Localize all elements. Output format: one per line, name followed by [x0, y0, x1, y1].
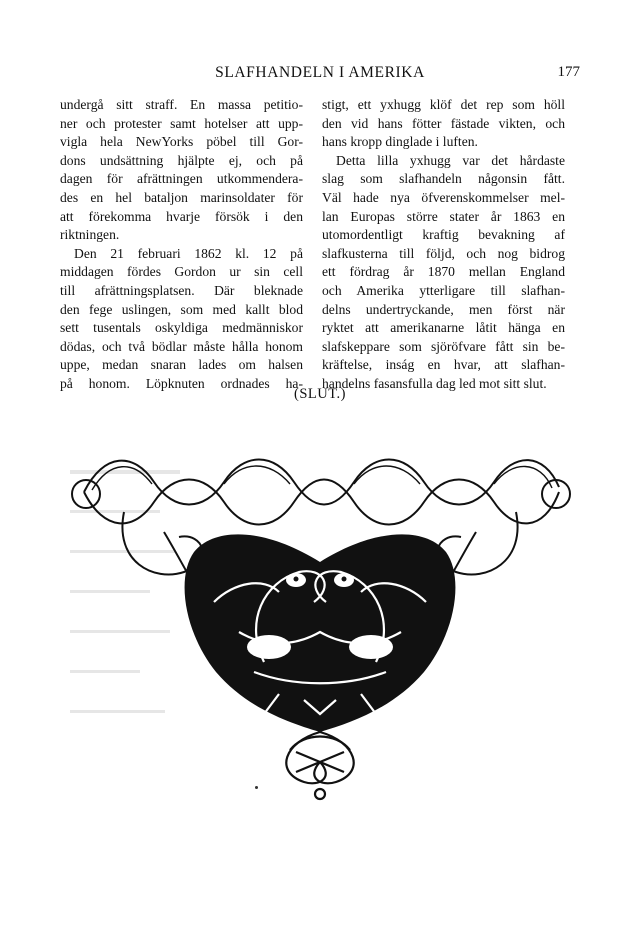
text-line: dagen för afrättningen utkommendera- [60, 171, 303, 187]
text-line: och Amerika ytterligare till slafhan- [322, 282, 565, 298]
page-number: 177 [557, 64, 580, 80]
text-line: sett tusentals oskyldiga medmänniskor [60, 320, 303, 336]
text-line: den fege uslingen, som med kallt blod [60, 301, 303, 317]
text-line: att förekomma hvarje försök i den [60, 208, 303, 224]
text-line: Detta lilla yxhugg var det hårdaste [336, 152, 565, 168]
text-line: ryktet att amerikanarne låtit hänga en [322, 320, 565, 336]
text-line: Väl hade nya öfverenskommelser mel- [322, 189, 565, 205]
closing-mark: (SLUT.) [294, 386, 346, 402]
left-column [60, 96, 303, 394]
text-line: den vid hans fötter fästade vikten, och [322, 115, 565, 131]
text-line: uppe, medan snaran lades om halsen [60, 357, 303, 373]
text-line: utomordentligt kraftig bevakning af [322, 227, 565, 243]
text-line: vigla hela NewYorks pöbel till Gor- [60, 134, 303, 150]
text-line: riktningen. [60, 227, 120, 243]
text-line: ett fördrag år 1870 mellan England [322, 264, 565, 280]
text-line: slafskeppare som sjöröfvare fått sin be- [322, 338, 565, 354]
text-line: till afrättningsplatsen. Där bleknade [60, 282, 303, 298]
running-title: SLAFHANDELN I AMERIKA [215, 64, 425, 81]
text-line: kräftelse, inság en hvar, att slafhan- [322, 357, 565, 373]
text-line: handelns fasansfulla dag led mot sitt slut. [322, 375, 547, 391]
text-line: ner och protester samt hotelser att upp- [60, 115, 303, 131]
text-line: slag som slafhandeln någonsin fått. [322, 171, 565, 187]
text-line: des en hel bataljon marinsoldater för [60, 189, 303, 205]
text-line: stigt, ett yxhugg klöf det rep som höll [322, 97, 565, 112]
page-header [60, 64, 580, 86]
text-line: slafkusterna till följd, och nog bidrog [322, 245, 565, 261]
right-column [322, 96, 565, 394]
text-line: dons undsättning hjälpte ej, och på [60, 152, 303, 168]
text-line: på honom. Löpknuten ordnades ha- [60, 375, 303, 391]
text-line: Den 21 februari 1862 kl. 12 på [74, 245, 303, 261]
celtic-knot-birds-ornament [64, 432, 576, 812]
text-line: undergå sitt straff. En massa petitio- [60, 97, 303, 112]
text-line: middagen fördes Gordon ur sin cell [60, 264, 303, 280]
text-line: delns undertryckande, men först när [322, 301, 565, 317]
text-line: hans kropp dinglade i luften. [322, 134, 478, 150]
text-line: dödas, och två bödlar måste hålla honom [60, 338, 303, 354]
ink-speck [255, 786, 258, 789]
text-line: lan Europas större stater år 1863 en [322, 208, 565, 224]
